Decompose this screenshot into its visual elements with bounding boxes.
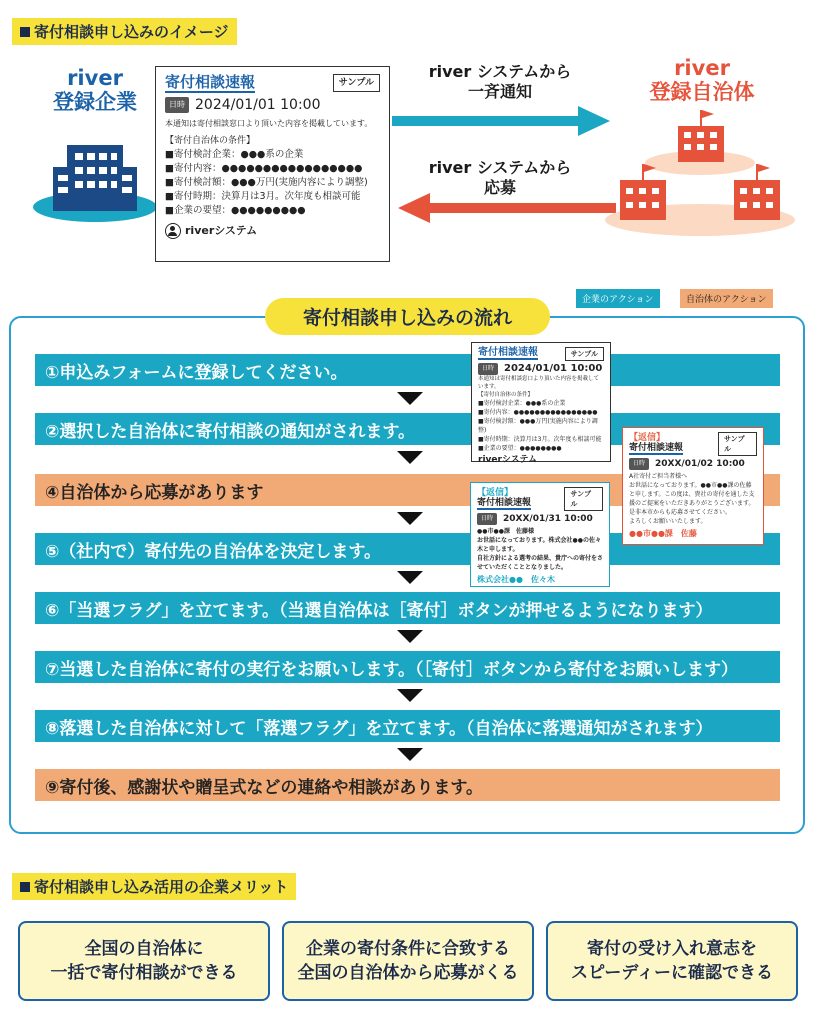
flow-step: ①申込みフォームに登録してください。 <box>35 354 780 386</box>
mini-notice-2: 【返信】寄付相談速報 サンプル 日時 20XX/01/31 10:00 ●●市●●課 佐藤様 お世話になっております。株式会社●●の佐々木と申します。 自社方針による選考の結果、貴庁への寄付をさせていただくこととなりました。 株式会社●● 佐々木 <box>470 482 610 587</box>
text-line: よろしくお願いいたします。 <box>629 518 707 525</box>
merit-line: 全国の自治体から応募がくる <box>297 963 519 983</box>
text-line: 自社方針による選考の結果、貴庁への寄付をさせていただくこととなりました。 <box>477 555 604 571</box>
text-line: ■寄付検討額：●●●万円(実施内容により調整) <box>165 177 368 188</box>
mini-notice-1: 寄付相談速報 サンプル 日時 2024/01/01 10:00 本通知は寄付相談窓口より頂いた内容を掲載しています。 【寄付自治体の条件】 ■寄付検討企業：●●●系の企業 ■寄付内容：●●●●●●●●●●●●●●●● ■寄付検討額：●●●万円(実施内容により調整) ■寄付時期：決算月は3月。次年度も相談可能 ■企業の要望：●●●●●●●● riverシステム <box>471 342 611 462</box>
cond-header: 【寄付自治体の条件】 <box>165 136 256 146</box>
text-line: 是非本市からも応募させてください。 <box>629 509 732 516</box>
arrow-top-label: river システムから 一斉通知 <box>428 62 572 101</box>
text-line: ■企業の要望：●●●●●●●● <box>478 445 562 452</box>
municipality-label: river 登録自治体 <box>649 56 755 104</box>
down-arrow-icon <box>397 571 423 584</box>
left-arrow-icon <box>396 193 618 223</box>
down-arrow-icon <box>397 451 423 464</box>
square-bullet-icon <box>20 882 30 892</box>
section-title-image: 寄付相談申し込みのイメージ <box>12 18 237 45</box>
text-line: ■寄付内容：●●●●●●●●●●●●●●●●● <box>165 163 363 174</box>
merit-line: 全国の自治体に <box>84 939 204 959</box>
merit-card <box>546 921 798 1001</box>
legend-municipality: 自治体のアクション <box>680 289 773 308</box>
flow-step: ④自治体から応募があります <box>35 474 780 506</box>
arrow-bottom-label: river システムから 応募 <box>428 158 572 197</box>
company-label: river 登録企業 <box>53 66 137 114</box>
merit-line: 一括で寄付相談ができる <box>50 963 238 983</box>
merit-card <box>18 921 270 1001</box>
mini-notice-3: 【返信】寄付相談速報 サンプル 日時 20XX/01/02 10:00 A社寄付ご担当者様へ お世話になっております。●●市●●課の佐藤と申します。この度は、貴社の寄付を通した支援のご提案をいただきありがとうございます。 是非本市からも応募させてください。 よろしくお願いいたします。 ●●市●●課 佐藤 <box>622 427 764 545</box>
down-arrow-icon <box>397 392 423 405</box>
text-line: ■寄付内容：●●●●●●●●●●●●●●●● <box>478 409 598 416</box>
notice-date: 2024/01/01 10:00 <box>195 97 321 113</box>
text-line: お世話になっております。●●市●●課の佐藤と申します。この度は、貴社の寄付を通した支援のご提案をいただきありがとうございます。 <box>629 482 755 507</box>
text-line: ■寄付検討額：●●●万円(実施内容により調整) <box>478 418 598 434</box>
section-title-merit: 寄付相談申し込み活用の企業メリット <box>12 873 296 900</box>
notice-card <box>155 66 390 262</box>
company-building-icon <box>30 115 160 225</box>
merit-line: スピーディーに確認できる <box>571 963 773 983</box>
flow-step: ⑤（社内で）寄付先の自治体を決定します。 <box>35 533 780 565</box>
text-line: ●●市●●課 佐藤様 <box>477 528 534 535</box>
merit-card <box>282 921 534 1001</box>
notice-lines <box>165 148 380 218</box>
flow-step: ⑦当選した自治体に寄付の実行をお願いします。（［寄付］ボタンから寄付をお願いします） <box>35 651 780 683</box>
notice-sender: riverシステム <box>185 224 258 237</box>
text-line: ■寄付時期：決算月は3月。次年度も相談可能 <box>165 191 361 202</box>
municipality-buildings-icon <box>600 108 800 238</box>
right-arrow-icon <box>392 106 614 136</box>
text-line: ■寄付検討企業：●●●系の企業 <box>165 149 304 160</box>
text-line: ■寄付時期：決算月は3月。次年度も相談可能 <box>478 436 602 443</box>
square-bullet-icon <box>20 27 30 37</box>
user-icon <box>165 223 181 239</box>
text-line: ■寄付検討企業：●●●系の企業 <box>478 400 566 407</box>
down-arrow-icon <box>397 630 423 643</box>
sample-tag: サンプル <box>333 74 380 92</box>
notice-title: 寄付相談速報 <box>165 73 256 91</box>
merit-line: 寄付の受け入れ意志を <box>587 939 757 959</box>
down-arrow-icon <box>397 512 423 525</box>
legend-company: 企業のアクション <box>576 289 660 308</box>
flow-step: ⑥「当選フラグ」を立てます。（当選自治体は［寄付］ボタンが押せるようになります） <box>35 592 780 624</box>
text-line: お世話になっております。株式会社●●の佐々木と申します。 <box>477 537 601 553</box>
text-line: A社寄付ご担当者様へ <box>629 473 688 480</box>
date-label: 日時 <box>165 97 189 113</box>
down-arrow-icon <box>397 689 423 702</box>
flow-step: ②選択した自治体に寄付相談の通知がされます。 <box>35 413 780 445</box>
text-line: ■企業の要望：●●●●●●●●● <box>165 205 306 216</box>
down-arrow-icon <box>397 748 423 761</box>
flow-step: ⑨寄付後、感謝状や贈呈式などの連絡や相談があります。 <box>35 769 780 801</box>
flow-step: ⑧落選した自治体に対して「落選フラグ」を立てます。（自治体に落選通知がされます） <box>35 710 780 742</box>
notice-desc: 本通知は寄付相談窓口より頂いた内容を掲載しています。 <box>165 119 373 128</box>
flow-title: 寄付相談申し込みの流れ <box>265 298 550 335</box>
merit-line: 企業の寄付条件に合致する <box>306 939 510 959</box>
